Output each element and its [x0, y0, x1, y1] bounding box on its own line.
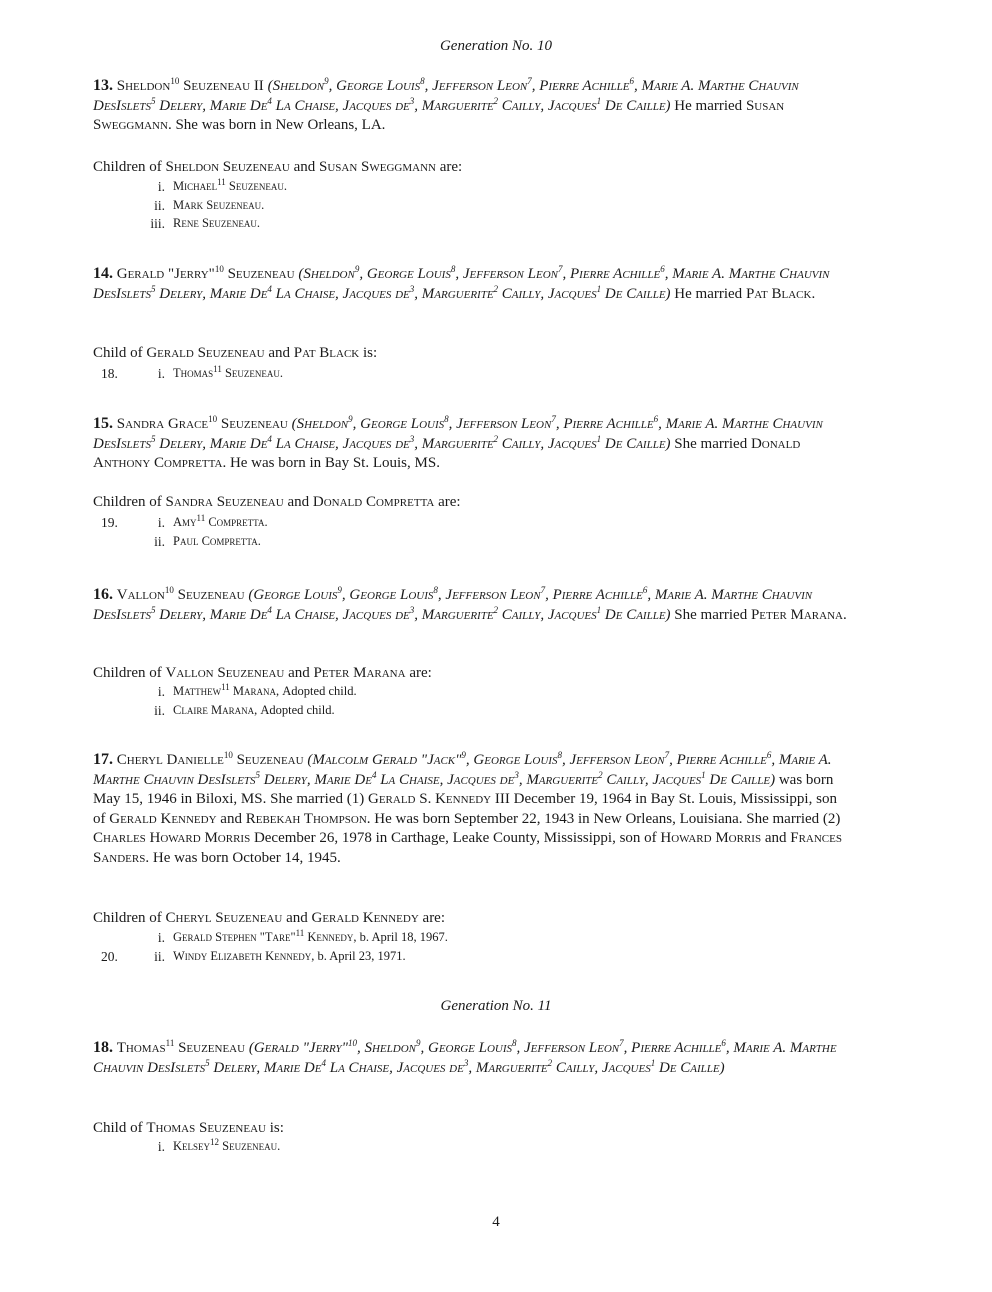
child-row — [93, 176, 853, 197]
child-row — [93, 512, 853, 533]
entry-text: He married Susan Sweggmann. She was born in New Orleans, LA. — [93, 97, 785, 133]
child-roman-numeral: i. — [157, 515, 165, 530]
entry-15 — [93, 414, 853, 474]
person-name: Cheryl Danielle$^{10}$ Seuzeneau — [116, 750, 304, 768]
child-name: Mark Seuzeneau. — [173, 197, 265, 212]
entry-number: 16. — [93, 586, 113, 603]
entry-17 — [93, 750, 853, 868]
child-roman-numeral: ii. — [154, 948, 165, 964]
entry-18 — [93, 1038, 853, 1078]
entry-number: 17. — [93, 751, 113, 768]
child-roman-numeral: i. — [157, 930, 165, 945]
child-roman-numeral: ii. — [154, 197, 165, 213]
lineage: (Sheldon$^9$, George Louis$^8$, Jefferson Leon$^7$, Pierre Achille$^6$, Marie A. Marthe Chauvin DesIslets$^5$ Delery, Marie De$^4$ La Chaise, Jacques $de^3$, Marguerite$^2$ Cailly, Jacques$^1$ De Caille) — [93, 264, 830, 302]
page-number: 4 — [492, 1214, 500, 1230]
child-name: Gerald Stephen "Tare"$^{11}$ Kennedy, b. April 18, 1967. — [173, 927, 448, 944]
entry-number: 15. — [93, 415, 113, 432]
child-name: Kelsey$^{12}$ Seuzeneau. — [173, 1136, 281, 1153]
entry-13 — [93, 76, 853, 136]
child-ref-number: 20. — [101, 948, 118, 964]
entry-number: 14. — [93, 265, 113, 282]
children-heading-14: Child of Gerald Seuzeneau and Pat Black is: — [93, 345, 378, 361]
child-row — [93, 703, 853, 721]
child-roman-numeral: i. — [157, 684, 165, 699]
lineage: (Sheldon$^9$, George Louis$^8$, Jefferson Leon$^7$, Pierre Achille$^6$, Marie A. Marthe Chauvin DesIslets$^5$ Delery, Marie De$^4$ La Chaise, Jacques $de^3$, Marguerite$^2$ Cailly, Jacques$^1$ De Caille) — [93, 414, 823, 452]
entry-16 — [93, 585, 853, 625]
child-name: Michael$^{11}$ Seuzeneau. — [173, 176, 287, 193]
lineage: (Malcolm Gerald "Jack"$^9$, George Louis$^8$, Jefferson Leon$^7$, Pierre Achille$^6$, Marie A. Marthe Chauvin DesIslets$^5$ Delery, Marie De$^4$ La Chaise, Jacques $de^3$, Marguerite$^2$ Cailly, Jacques$^1$ De Caille) — [93, 750, 832, 788]
child-roman-numeral: i. — [157, 1139, 165, 1154]
child-roman-numeral: iii. — [150, 216, 165, 231]
child-row — [93, 681, 853, 702]
child-row — [93, 198, 853, 216]
child-name: Claire Marana, Adopted child. — [173, 702, 335, 717]
lineage: (Gerald "Jerry"$^{10}$, Sheldon$^9$, George Louis$^8$, Jefferson Leon$^7$, Pierre Achille$^6$, Marie A. Marthe Chauvin DesIslets$^5$ Delery, Marie De$^4$ La Chaise, Jacques $de^3$, Marguerite$^2$ Cailly, Jacques$^1$ De Caille) — [93, 1038, 837, 1076]
child-roman-numeral: i. — [157, 179, 165, 194]
child-row — [93, 1136, 853, 1157]
child-name: Amy$^{11}$ Compretta. — [173, 512, 268, 529]
person-name: Vallon$^{10}$ Seuzeneau — [116, 585, 245, 603]
children-heading-18: Child of Thomas Seuzeneau is: — [93, 1120, 284, 1136]
child-name: Rene Seuzeneau. — [173, 216, 261, 230]
child-row — [93, 363, 853, 384]
entry-14 — [93, 264, 853, 304]
child-ref-number: 19. — [101, 515, 118, 530]
person-name: Sheldon$^{10}$ Seuzeneau II — [116, 76, 264, 94]
person-name: Thomas$^{11}$ Seuzeneau — [116, 1038, 246, 1056]
entry-text: She married Donald Anthony Compretta. He was born in Bay St. Louis, MS. — [93, 435, 801, 471]
entry-text: She married Peter Marana. — [670, 606, 847, 623]
lineage: (George Louis$^9$, George Louis$^8$, Jefferson Leon$^7$, Pierre Achille$^6$, Marie A. Marthe Chauvin DesIslets$^5$ Delery, Marie De$^4$ La Chaise, Jacques $de^3$, Marguerite$^2$ Cailly, Jacques$^1$ De Caille) — [93, 585, 813, 623]
child-name: Windy Elizabeth Kennedy, b. April 23, 1971. — [173, 948, 406, 963]
child-ref-number: 18. — [101, 366, 118, 381]
child-roman-numeral: ii. — [154, 533, 165, 549]
child-name: Thomas$^{11}$ Seuzeneau. — [173, 363, 284, 380]
generation-11-heading: Generation No. 11 — [440, 998, 552, 1014]
child-name: Matthew$^{11}$ Marana, Adopted child. — [173, 681, 357, 698]
child-row — [93, 949, 853, 967]
entry-number: 13. — [93, 77, 113, 94]
child-roman-numeral: ii. — [154, 702, 165, 718]
child-name: Paul Compretta. — [173, 533, 261, 548]
children-heading-16: Children of Vallon Seuzeneau and Peter Marana are: — [93, 665, 432, 681]
person-name: Gerald "Jerry"$^{10}$ Seuzeneau — [116, 264, 295, 282]
lineage: (Sheldon$^9$, George Louis$^8$, Jefferson Leon$^7$, Pierre Achille$^6$, Marie A. Marthe Chauvin DesIslets$^5$ Delery, Marie De$^4$ La Chaise, Jacques $de^3$, Marguerite$^2$ Cailly, Jacques$^1$ De Caille) — [93, 76, 799, 114]
entry-text: He married Pat Black. — [670, 285, 816, 302]
children-heading-13: Children of Sheldon Seuzeneau and Susan Sweggmann are: — [93, 159, 463, 175]
child-roman-numeral: i. — [157, 366, 165, 381]
generation-10-heading: Generation No. 10 — [439, 38, 553, 54]
child-row — [93, 216, 853, 234]
child-row — [93, 534, 853, 552]
children-heading-17: Children of Cheryl Seuzeneau and Gerald Kennedy are: — [93, 910, 446, 926]
person-name: Sandra Grace$^{10}$ Seuzeneau — [116, 414, 288, 432]
child-row — [93, 927, 853, 948]
children-heading-15: Children of Sandra Seuzeneau and Donald Compretta are: — [93, 494, 461, 510]
entry-text: was born May 15, 1946 in Biloxi, MS. She married (1) Gerald S. Kennedy III December 19, 1964 in Bay St. Louis, Mississippi, son of Gerald Kennedy and Rebekah Thompson. He was born September 22, 1943 in New Orleans, Louisiana. She married (2) Charles Howard Morris December 26, 1978 in Carthage, Leake County, Mississippi, son of Howard Morris and Frances Sanders. He was born October 14, 1945. — [93, 771, 842, 866]
entry-number: 18. — [93, 1039, 113, 1056]
